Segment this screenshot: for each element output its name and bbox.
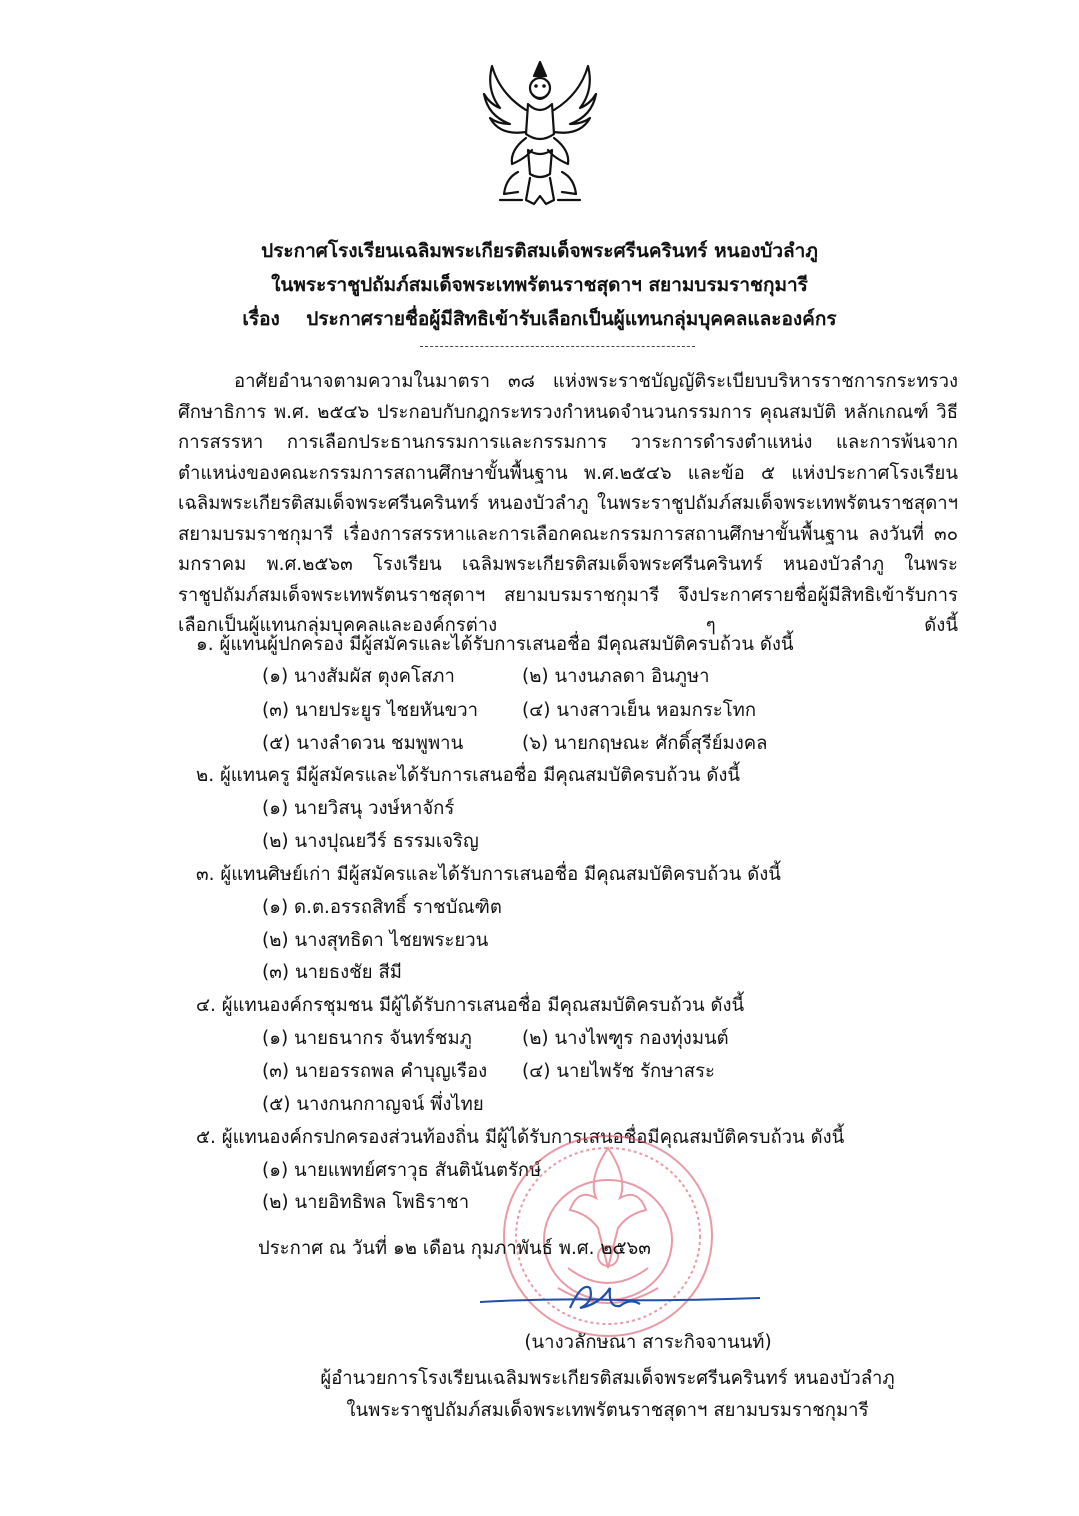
list-item: (๕) นางลำดวน ชมพูพาน [262,733,464,754]
section-5-heading: ๕. ผู้แทนองค์กรปกครองส่วนท้องถิ่น มีผู้ได้รับการเสนอชื่อมีคุณสมบัติครบถ้วน ดังนี้ [196,1127,845,1148]
subject-text: ประกาศรายชื่อผู้มีสิทธิเข้ารับเลือกเป็นผู้แทนกลุ่มบุคคลและองค์กร [306,308,837,330]
list-item: (๖) นายกฤษณะ ศักดิ์สุรีย์มงคล [522,733,768,754]
list-item: (๓) นายอรรถพล คำบุญเรือง [262,1061,488,1082]
preamble-paragraph [178,367,958,642]
list-item: (๑) ด.ต.อรรถสิทธิ์ ราชบัณฑิต [262,897,502,918]
list-item: (๒) นางนภลดา อินภูษา [522,666,710,687]
preamble-text: อาศัยอำนาจตามความในมาตรา ๓๘ แห่งพระราชบัญญัติระเบียบบริหารราชการกระทรวงศึกษาธิการ พ.ศ. ๒๕๔๖ ประกอบกับกฎกระทรวงกำหนดจำนวนกรรมการ คุณสมบัติ หลักเกณฑ์ วิธีการสรรหา การเลือกประธานกรรมการและกรรมการ วาระการดำรงตำแหน่ง และการพ้นจากตำแหน่งของคณะกรรมการสถานศึกษาขั้นพื้นฐาน พ.ศ.๒๕๔๖ และข้อ ๕ แห่งประกาศโรงเรียนเฉลิมพระเกียรติสมเด็จพระศรีนครินทร์ หนองบัวลำภู ในพระราชูปถัมภ์สมเด็จพระเทพรัตนราชสุดาฯ สยามบรมราชกุมารี เรื่องการสรรหาและการเลือกคณะกรรมการสถานศึกษาขั้นพื้นฐาน ลงวันที่ ๓๐ มกราคม พ.ศ.๒๕๖๓ โรงเรียน เฉลิมพระเกียรติสมเด็จพระศรีนครินทร์ หนองบัวลำภู ในพระราชูปถัมภ์สมเด็จพระเทพรัตนราชสุดาฯ สยามบรมราชกุมารี จึงประกาศรายชื่อผู้มีสิทธิเข้ารับการเลือกเป็นผู้แทนกลุ่มบุคคลและองค์กรต่าง ๆ ดังนี้ [178,371,958,636]
announce-date: ประกาศ ณ วันที่ ๑๒ เดือน กุมภาพันธ์ พ.ศ. ๒๕๖๓ [258,1238,651,1259]
list-item: (๓) นายธงชัย สีมี [262,962,402,983]
signatory-name: (นางวลักษณา สาระกิจจานนท์) [524,1332,772,1353]
header-line-2: ในพระราชูปถัมภ์สมเด็จพระเทพรัตนราชสุดาฯ สยามบรมราชกุมารี [271,274,808,296]
list-item: (๒) นางปุณยวีร์ ธรรมเจริญ [262,831,479,852]
list-item: (๔) นายไพรัช รักษาสระ [522,1061,715,1082]
section-3-heading: ๓. ผู้แทนศิษย์เก่า มีผู้สมัครและได้รับการเสนอชื่อ มีคุณสมบัติครบถ้วน ดังนี้ [196,864,781,885]
list-item: (๒) นางสุทธิดา ไชยพระยวน [262,930,489,951]
list-item: (๒) นางไพฑูร กองทุ่งมนต์ [522,1028,729,1049]
signatory-position-1: ผู้อำนวยการโรงเรียนเฉลิมพระเกียรติสมเด็จพระศรีนครินทร์ หนองบัวลำภู [320,1368,895,1389]
list-item: (๔) นางสาวเย็น หอมกระโทก [522,700,757,721]
header-subject [0,304,1079,334]
section-4-heading: ๔. ผู้แทนองค์กรชุมชน มีผู้ได้รับการเสนอชื่อ มีคุณสมบัติครบถ้วน ดังนี้ [196,995,745,1016]
section-2-heading: ๒. ผู้แทนครู มีผู้สมัครและได้รับการเสนอชื่อ มีคุณสมบัติครบถ้วน ดังนี้ [196,765,741,786]
handwritten-signature [470,1268,770,1328]
list-item: (๓) นายประยูร ไชยหันขวา [262,700,479,721]
list-item: (๑) นายวิสนุ วงษ์หาจักร์ [262,798,455,819]
list-item: (๑) นางสัมผัส ตุงคโสภา [262,666,455,687]
header-line-1: ประกาศโรงเรียนเฉลิมพระเกียรติสมเด็จพระศรีนครินทร์ หนองบัวลำภู [261,240,818,262]
section-1-heading: ๑. ผู้แทนผู้ปกครอง มีผู้สมัครและได้รับการเสนอชื่อ มีคุณสมบัติครบถ้วน ดังนี้ [196,634,794,655]
list-item: (๑) นายธนากร จันทร์ชมภู [262,1028,472,1049]
subject-label: เรื่อง [242,308,280,330]
list-item: (๑) นายแพทย์ศราวุธ สันตินันตรักษ์ [262,1160,542,1181]
list-item: (๒) นายอิทธิพล โพธิราชา [262,1192,470,1213]
garuda-emblem-icon [470,54,610,210]
header-divider [420,346,695,347]
signatory-position-2: ในพระราชูปถัมภ์สมเด็จพระเทพรัตนราชสุดาฯ สยามบรมราชกุมารี [346,1400,869,1421]
list-item: (๕) นางกนกกาญจน์ พึ่งไทย [262,1094,484,1115]
